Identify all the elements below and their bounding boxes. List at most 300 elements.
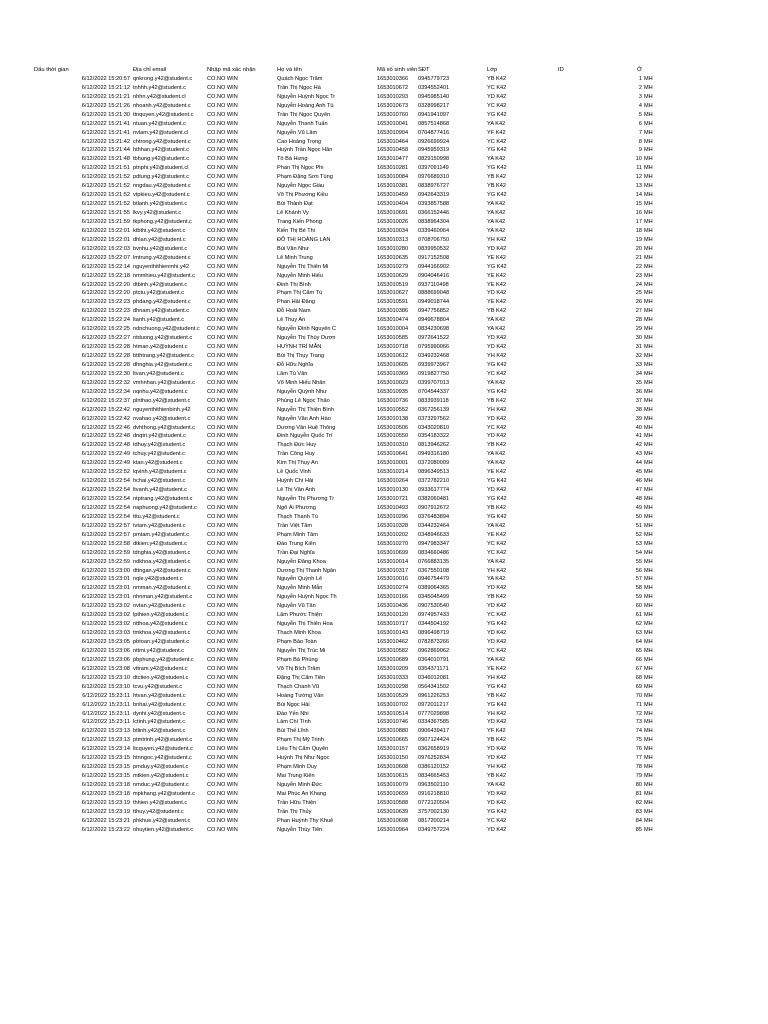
cell-student-id: 1653010459	[377, 192, 409, 199]
cell-code: CO.NO WIN	[207, 397, 238, 404]
cell-class: YD K42	[487, 487, 507, 494]
cell-name: Nguyễn Thị Thiên Mi	[277, 263, 329, 270]
cell-mark: MH	[644, 397, 653, 404]
cell-code: CO.NO WIN	[207, 674, 238, 681]
table-row	[0, 281, 768, 290]
cell-email: vttram.y42@student.c	[133, 665, 188, 672]
cell-email: dhnghia.y42@student.c	[133, 361, 192, 368]
cell-mark: MH	[644, 442, 653, 449]
cell-email: nqle.y42@student.c	[133, 576, 183, 583]
cell-stt: 2	[638, 84, 642, 91]
header-stt: Ở	[637, 67, 642, 73]
cell-student-id: 1653010717	[377, 621, 409, 628]
cell-phone: 0817200214	[418, 817, 450, 824]
cell-code: CO.NO WIN	[207, 692, 238, 699]
cell-time: 6/12/2022 15:22:01	[81, 227, 130, 234]
cell-time: 6/12/2022 15:22:46	[81, 424, 130, 431]
cell-name: Nguyễn Thị Thiên Hoa	[277, 621, 333, 628]
cell-time: 6/12/2022 15:23:11	[82, 692, 130, 699]
cell-student-id: 1653010001	[377, 460, 409, 467]
cell-phone: 0829150998	[418, 156, 450, 163]
cell-student-id: 1653010274	[377, 585, 409, 592]
cell-student-id: 1653010641	[377, 451, 409, 458]
cell-mark: MH	[644, 790, 653, 797]
cell-student-id: 1653010760	[377, 111, 409, 118]
cell-time: 6/12/2022 15:23:10	[81, 674, 130, 681]
table-row	[0, 182, 768, 191]
table-row	[0, 817, 768, 826]
cell-email: nngdau.y42@student.c	[133, 183, 191, 190]
cell-student-id: 1653010629	[377, 272, 409, 279]
table-row	[0, 200, 768, 209]
table-row	[0, 540, 768, 549]
cell-class: YH K42	[487, 710, 507, 717]
cell-stt: 1	[638, 75, 642, 82]
cell-mark: MH	[644, 317, 653, 324]
cell-student-id: 1653010209	[377, 665, 409, 672]
cell-time: 6/12/2022 15:23:15	[81, 755, 130, 762]
cell-code: CO.NO WIN	[207, 773, 238, 780]
cell-name: Phạm Thị Mỹ Trinh	[277, 737, 324, 744]
cell-time: 6/12/2022 15:22:52	[81, 469, 130, 476]
cell-email: ntthoa.y42@student.c	[133, 621, 188, 628]
cell-class: YD K42	[487, 755, 507, 762]
cell-email: ptnphi.y42@student.cl	[133, 165, 189, 172]
cell-code: CO.NO WIN	[207, 612, 238, 619]
cell-stt: 83	[635, 808, 642, 815]
cell-code: CO.NO WIN	[207, 93, 238, 100]
cell-stt: 9	[638, 147, 642, 154]
cell-name: Quách Ngọc Trâm	[277, 75, 323, 82]
cell-phone: 0907530540	[418, 603, 450, 610]
cell-phone: 0945959319	[418, 147, 450, 154]
table-row	[0, 522, 768, 531]
cell-name: Trần Thị Ngọc Quyên	[277, 111, 331, 118]
cell-time: 6/12/2022 15:22:57	[81, 531, 130, 538]
table-row	[0, 808, 768, 817]
cell-stt: 32	[635, 353, 642, 359]
cell-stt: 17	[635, 218, 642, 225]
cell-email: phkhue.y42@student.c	[133, 817, 191, 824]
cell-class: YG K42	[487, 388, 507, 395]
cell-mark: MH	[644, 621, 653, 628]
cell-class: YH K42	[487, 764, 507, 771]
cell-phone: 0974957433	[418, 612, 450, 619]
cell-email: hthhan.y42@student.c	[133, 147, 190, 154]
cell-code: CO.NO WIN	[207, 639, 238, 645]
header-name: Họ và tên	[277, 67, 302, 73]
cell-mark: MH	[644, 630, 653, 637]
cell-time: 6/12/2022 15:23:01	[81, 576, 130, 583]
cell-student-id: 1653010702	[377, 701, 409, 708]
cell-email: pmtam.y42@student.c	[133, 531, 190, 538]
cell-mark: MH	[644, 701, 653, 708]
cell-phone: 0933617774	[418, 487, 450, 494]
cell-email: dnqtri.y42@student.c	[133, 433, 186, 440]
cell-stt: 65	[635, 647, 642, 654]
cell-class: YA K42	[487, 227, 506, 234]
cell-student-id: 1653010293	[377, 93, 409, 100]
cell-phone: 0372080009	[418, 460, 450, 467]
cell-email: pbtoan.y42@student.c	[133, 639, 190, 645]
cell-code: CO.NO WIN	[207, 549, 238, 556]
cell-name: Nguyễn Thanh Tuấn	[277, 120, 328, 127]
table-row	[0, 531, 768, 540]
cell-phone: 0362658919	[418, 746, 450, 753]
cell-phone: 0945985140	[418, 93, 450, 100]
cell-phone: 0963502110	[418, 782, 449, 788]
cell-class: YD K42	[487, 639, 507, 645]
cell-code: CO.NO WIN	[207, 263, 238, 270]
cell-time: 6/12/2022 15:22:58	[81, 540, 130, 547]
cell-phone: 0564341502	[418, 683, 450, 690]
cell-stt: 45	[635, 469, 642, 476]
cell-mark: MH	[644, 370, 653, 377]
cell-name: Đào Trung Kiên	[277, 540, 316, 547]
cell-mark: MH	[644, 174, 653, 181]
cell-code: CO.NO WIN	[207, 326, 238, 333]
cell-time: 6/12/2022 15:22:32	[81, 379, 130, 386]
cell-time: 6/12/2022 15:21:52	[81, 192, 130, 199]
cell-mark: MH	[644, 451, 653, 458]
cell-email: ntuan.y42@student.c	[133, 120, 186, 127]
cell-time: 6/12/2022 15:21:42	[81, 138, 130, 145]
cell-time: 6/12/2022 15:22:27	[81, 335, 130, 342]
cell-code: CO.NO WIN	[207, 603, 238, 610]
cell-time: 6/12/2022 15:23:10	[81, 683, 130, 690]
cell-phone: 0949678804	[418, 317, 450, 324]
cell-class: YD K42	[487, 746, 507, 753]
table-row	[0, 665, 768, 674]
cell-code: CO.NO WIN	[207, 192, 238, 199]
cell-phone: 0834660486	[418, 549, 450, 556]
cell-email: nhnman.y42@student.c	[133, 594, 193, 601]
cell-phone: 0348946633	[418, 531, 450, 538]
cell-mark: MH	[644, 585, 653, 592]
cell-email: ttnquyen.y42@student.c	[133, 111, 194, 118]
cell-class: YC K42	[487, 370, 507, 377]
cell-mark: MH	[644, 388, 653, 395]
cell-time: 6/12/2022 15:22:57	[81, 522, 130, 529]
cell-code: CO.NO WIN	[207, 335, 238, 342]
table-row	[0, 102, 768, 111]
table-row	[0, 75, 768, 84]
cell-student-id: 1653010746	[377, 719, 409, 726]
cell-code: CO.NO WIN	[207, 156, 238, 163]
cell-stt: 58	[635, 585, 642, 592]
cell-name: Huỳnh Chí Hải	[277, 478, 314, 485]
cell-class: YE K42	[487, 254, 506, 261]
cell-code: CO.NO WIN	[207, 379, 238, 386]
table-row	[0, 647, 768, 656]
table-row	[0, 504, 768, 513]
cell-phone: 0382060481	[418, 496, 450, 502]
cell-code: CO.NO WIN	[207, 728, 238, 735]
table-row	[0, 334, 768, 343]
cell-student-id: 1653010691	[377, 210, 409, 216]
cell-student-id: 1653010627	[377, 290, 409, 297]
table-row	[0, 209, 768, 218]
cell-time: 6/12/2022 15:22:01	[81, 236, 130, 243]
cell-stt: 25	[635, 290, 642, 297]
cell-name: Phạm Bá Phùng	[277, 656, 318, 663]
cell-time: 6/12/2022 15:22:54	[81, 496, 130, 502]
spreadsheet	[0, 66, 768, 835]
cell-email: nmman.y42@student.c	[133, 585, 191, 592]
cell-class: YB K42	[487, 737, 506, 744]
cell-time: 6/12/2022 15:23:00	[81, 567, 130, 574]
header-row	[0, 66, 768, 75]
cell-email: ltvanh.y42@student.c	[133, 487, 187, 494]
table-row	[0, 611, 768, 620]
table-row	[0, 593, 768, 602]
cell-class: YE K42	[487, 469, 506, 476]
cell-class: YD K42	[487, 603, 507, 610]
cell-stt: 33	[635, 361, 642, 368]
cell-student-id: 1653010328	[377, 522, 409, 529]
table-row	[0, 549, 768, 558]
cell-student-id: 1653010550	[377, 433, 409, 440]
cell-class: YH K42	[487, 674, 507, 681]
cell-email: htnngoc.y42@student.c	[133, 755, 192, 762]
cell-mark: MH	[644, 540, 653, 547]
cell-time: 6/12/2022 15:23:15	[81, 764, 130, 771]
cell-time: 6/12/2022 15:23:21	[81, 817, 130, 824]
cell-mark: MH	[644, 120, 653, 127]
cell-time: 6/12/2022 15:22:20	[81, 281, 130, 288]
cell-name: Bùi Văn Như	[277, 245, 310, 252]
cell-code: CO.NO WIN	[207, 808, 238, 815]
cell-mark: MH	[644, 424, 653, 431]
header-phone: SĐT	[418, 67, 430, 73]
cell-phone: 0961226253	[418, 692, 450, 699]
cell-phone: 0334367585	[418, 719, 450, 726]
cell-class: YE K42	[487, 299, 506, 306]
table-row	[0, 146, 768, 155]
cell-name: Nguyễn Thị Trúc Mi	[277, 647, 326, 654]
cell-stt: 22	[635, 263, 642, 270]
cell-phone: 0917152508	[418, 254, 450, 261]
cell-time: 6/12/2022 15:23:02	[81, 603, 130, 610]
cell-mark: MH	[644, 576, 653, 583]
cell-email: ktan.y42@student.c	[133, 460, 183, 467]
cell-mark: MH	[644, 84, 653, 91]
cell-stt: 81	[635, 790, 642, 797]
cell-stt: 67	[635, 665, 642, 672]
cell-phone: 0972641522	[418, 335, 450, 342]
cell-time: 6/12/2022 15:21:59	[81, 218, 130, 225]
cell-mark: MH	[644, 665, 653, 672]
cell-stt: 5	[638, 111, 642, 118]
cell-time: 6/12/2022 15:23:22	[81, 826, 130, 833]
cell-mark: MH	[644, 826, 653, 833]
cell-student-id: 1653010582	[377, 647, 409, 654]
cell-code: CO.NO WIN	[207, 120, 238, 127]
cell-student-id: 1653010313	[377, 236, 409, 243]
table-row	[0, 584, 768, 593]
cell-email: dttngan.y42@student.c	[133, 567, 191, 574]
table-row	[0, 245, 768, 254]
cell-mark: MH	[644, 263, 653, 270]
cell-phone: 0838976727	[418, 183, 450, 190]
cell-class: YE K42	[487, 665, 506, 672]
cell-phone: 0339460064	[418, 227, 450, 234]
cell-mark: MH	[644, 308, 653, 315]
cell-student-id: 1653010462	[377, 639, 409, 645]
cell-class: YB K42	[487, 773, 506, 780]
table-row	[0, 790, 768, 799]
cell-phone: 0795990066	[418, 344, 450, 351]
cell-phone: 0345045499	[418, 594, 450, 601]
cell-code: CO.NO WIN	[207, 129, 238, 136]
cell-student-id: 1653010639	[377, 808, 409, 815]
cell-mark: MH	[644, 201, 653, 208]
cell-stt: 47	[635, 487, 642, 494]
cell-time: 6/12/2022 15:22:07	[81, 254, 130, 261]
cell-class: YC K42	[487, 424, 507, 431]
cell-name: Nguyễn Thị Thiện Bình	[277, 406, 335, 413]
cell-time: 6/12/2022 15:22:37	[81, 397, 130, 404]
cell-name: Lê Thị Vân Anh	[277, 487, 316, 494]
table-row	[0, 692, 768, 701]
cell-phone: 0888699048	[418, 290, 450, 297]
cell-time: 6/12/2022 15:23:01	[81, 594, 130, 601]
cell-name: Trần Hữu Thiện	[277, 799, 317, 806]
cell-mark: MH	[644, 75, 653, 82]
cell-student-id: 1653010689	[377, 656, 409, 663]
table-row	[0, 718, 768, 727]
cell-time: 6/12/2022 15:22:49	[81, 451, 130, 458]
cell-class: YC K42	[487, 647, 507, 654]
cell-time: 6/12/2022 15:23:01	[81, 585, 130, 592]
cell-time: 6/12/2022 15:23:18	[81, 782, 130, 788]
cell-code: CO.NO WIN	[207, 245, 238, 252]
table-row	[0, 781, 768, 790]
cell-class: YG K42	[487, 165, 507, 172]
cell-phone: 0944166902	[418, 263, 450, 270]
cell-stt: 3	[638, 93, 642, 100]
cell-stt: 38	[635, 406, 642, 413]
cell-time: 6/12/2022 15:23:19	[81, 799, 130, 806]
cell-code: CO.NO WIN	[207, 817, 238, 824]
cell-mark: MH	[644, 218, 653, 225]
cell-student-id: 1653010004	[377, 326, 409, 333]
cell-class: YA K42	[487, 156, 506, 163]
cell-code: CO.NO WIN	[207, 683, 238, 690]
table-row	[0, 754, 768, 763]
cell-student-id: 1653010079	[377, 782, 409, 788]
cell-student-id: 1653010718	[377, 344, 409, 351]
cell-phone: 0939973967	[418, 361, 450, 368]
cell-name: Trần Thị Thủy	[277, 808, 312, 815]
cell-time: 6/12/2022 15:22:48	[81, 442, 130, 449]
header-email: Địa chỉ email	[133, 67, 167, 73]
cell-mark: MH	[644, 460, 653, 467]
table-row	[0, 468, 768, 477]
cell-name: Hoàng Tường Vân	[277, 692, 324, 699]
cell-student-id: 1653010023	[377, 379, 409, 386]
table-row	[0, 254, 768, 263]
cell-stt: 21	[635, 254, 642, 261]
cell-code: CO.NO WIN	[207, 656, 238, 663]
cell-class: YD K42	[487, 245, 507, 252]
cell-mark: MH	[644, 639, 653, 645]
table-row	[0, 272, 768, 281]
table-row	[0, 155, 768, 164]
cell-class: YD K42	[487, 585, 507, 592]
header-time: Dấu thời gian	[34, 67, 69, 73]
cell-mark: MH	[644, 755, 653, 762]
cell-stt: 37	[635, 397, 642, 404]
table-row	[0, 558, 768, 567]
cell-time: 6/12/2022 15:21:52	[81, 201, 130, 208]
table-row	[0, 567, 768, 576]
cell-stt: 79	[635, 773, 642, 780]
cell-code: CO.NO WIN	[207, 451, 238, 458]
cell-class: YB K42	[487, 183, 506, 190]
cell-stt: 35	[635, 379, 642, 386]
cell-name: Bùi Thế Lĩnh	[277, 728, 309, 735]
cell-code: CO.NO WIN	[207, 594, 238, 601]
cell-name: Trần Đại Nghĩa	[277, 549, 315, 556]
cell-name: Nguyễn Quỳnh Như	[277, 388, 327, 395]
cell-student-id: 1653010519	[377, 281, 409, 288]
cell-mark: MH	[644, 299, 653, 306]
cell-class: YE K42	[487, 281, 506, 288]
cell-phone: 0962869062	[418, 647, 450, 654]
cell-email: thhien.y42@student.c	[133, 799, 188, 806]
cell-name: Phạm Bảo Toàn	[277, 639, 317, 645]
cell-student-id: 1653010264	[377, 478, 409, 485]
cell-code: CO.NO WIN	[207, 782, 238, 788]
cell-code: CO.NO WIN	[207, 746, 238, 753]
cell-class: YA K42	[487, 201, 506, 208]
cell-code: CO.NO WIN	[207, 84, 238, 91]
cell-time: 6/12/2022 15:22:28	[81, 353, 130, 359]
cell-phone: 0833939118	[418, 397, 449, 404]
cell-mark: MH	[644, 558, 653, 565]
cell-mark: MH	[644, 156, 653, 163]
cell-code: CO.NO WIN	[207, 487, 238, 494]
cell-name: Kiến Thị Bé Thi	[277, 227, 316, 234]
cell-phone: 0857514868	[418, 120, 450, 127]
cell-code: CO.NO WIN	[207, 540, 238, 547]
cell-email: btlanh.y42@student.c	[133, 201, 188, 208]
cell-class: YF K42	[487, 728, 506, 735]
cell-email: htvan.y42@student.c	[133, 692, 186, 699]
cell-mark: MH	[644, 656, 653, 663]
cell-class: YF K42	[487, 129, 506, 136]
cell-class: YD K42	[487, 415, 507, 422]
cell-student-id: 1653010281	[377, 165, 409, 172]
cell-name: Ngô Ái Phương	[277, 504, 316, 511]
cell-phone: 0344232464	[418, 522, 450, 529]
cell-name: Nguyễn Vũ Lâm	[277, 129, 318, 136]
cell-time: 6/12/2022 15:22:42	[81, 415, 130, 422]
cell-class: YA K42	[487, 317, 506, 324]
cell-name: Phan Huỳnh Thy Khuê	[277, 817, 334, 824]
cell-name: Nguyễn Huỳnh Ngọc Th	[277, 594, 337, 601]
table-row	[0, 415, 768, 424]
cell-code: CO.NO WIN	[207, 513, 238, 520]
cell-class: YB K42	[487, 174, 506, 181]
cell-mark: MH	[644, 737, 653, 744]
cell-time: 6/12/2022 15:23:18	[81, 790, 130, 797]
cell-email: nvahao.y42@student.c	[133, 415, 191, 422]
cell-stt: 24	[635, 281, 642, 288]
cell-code: CO.NO WIN	[207, 281, 238, 288]
cell-stt: 8	[638, 138, 642, 145]
